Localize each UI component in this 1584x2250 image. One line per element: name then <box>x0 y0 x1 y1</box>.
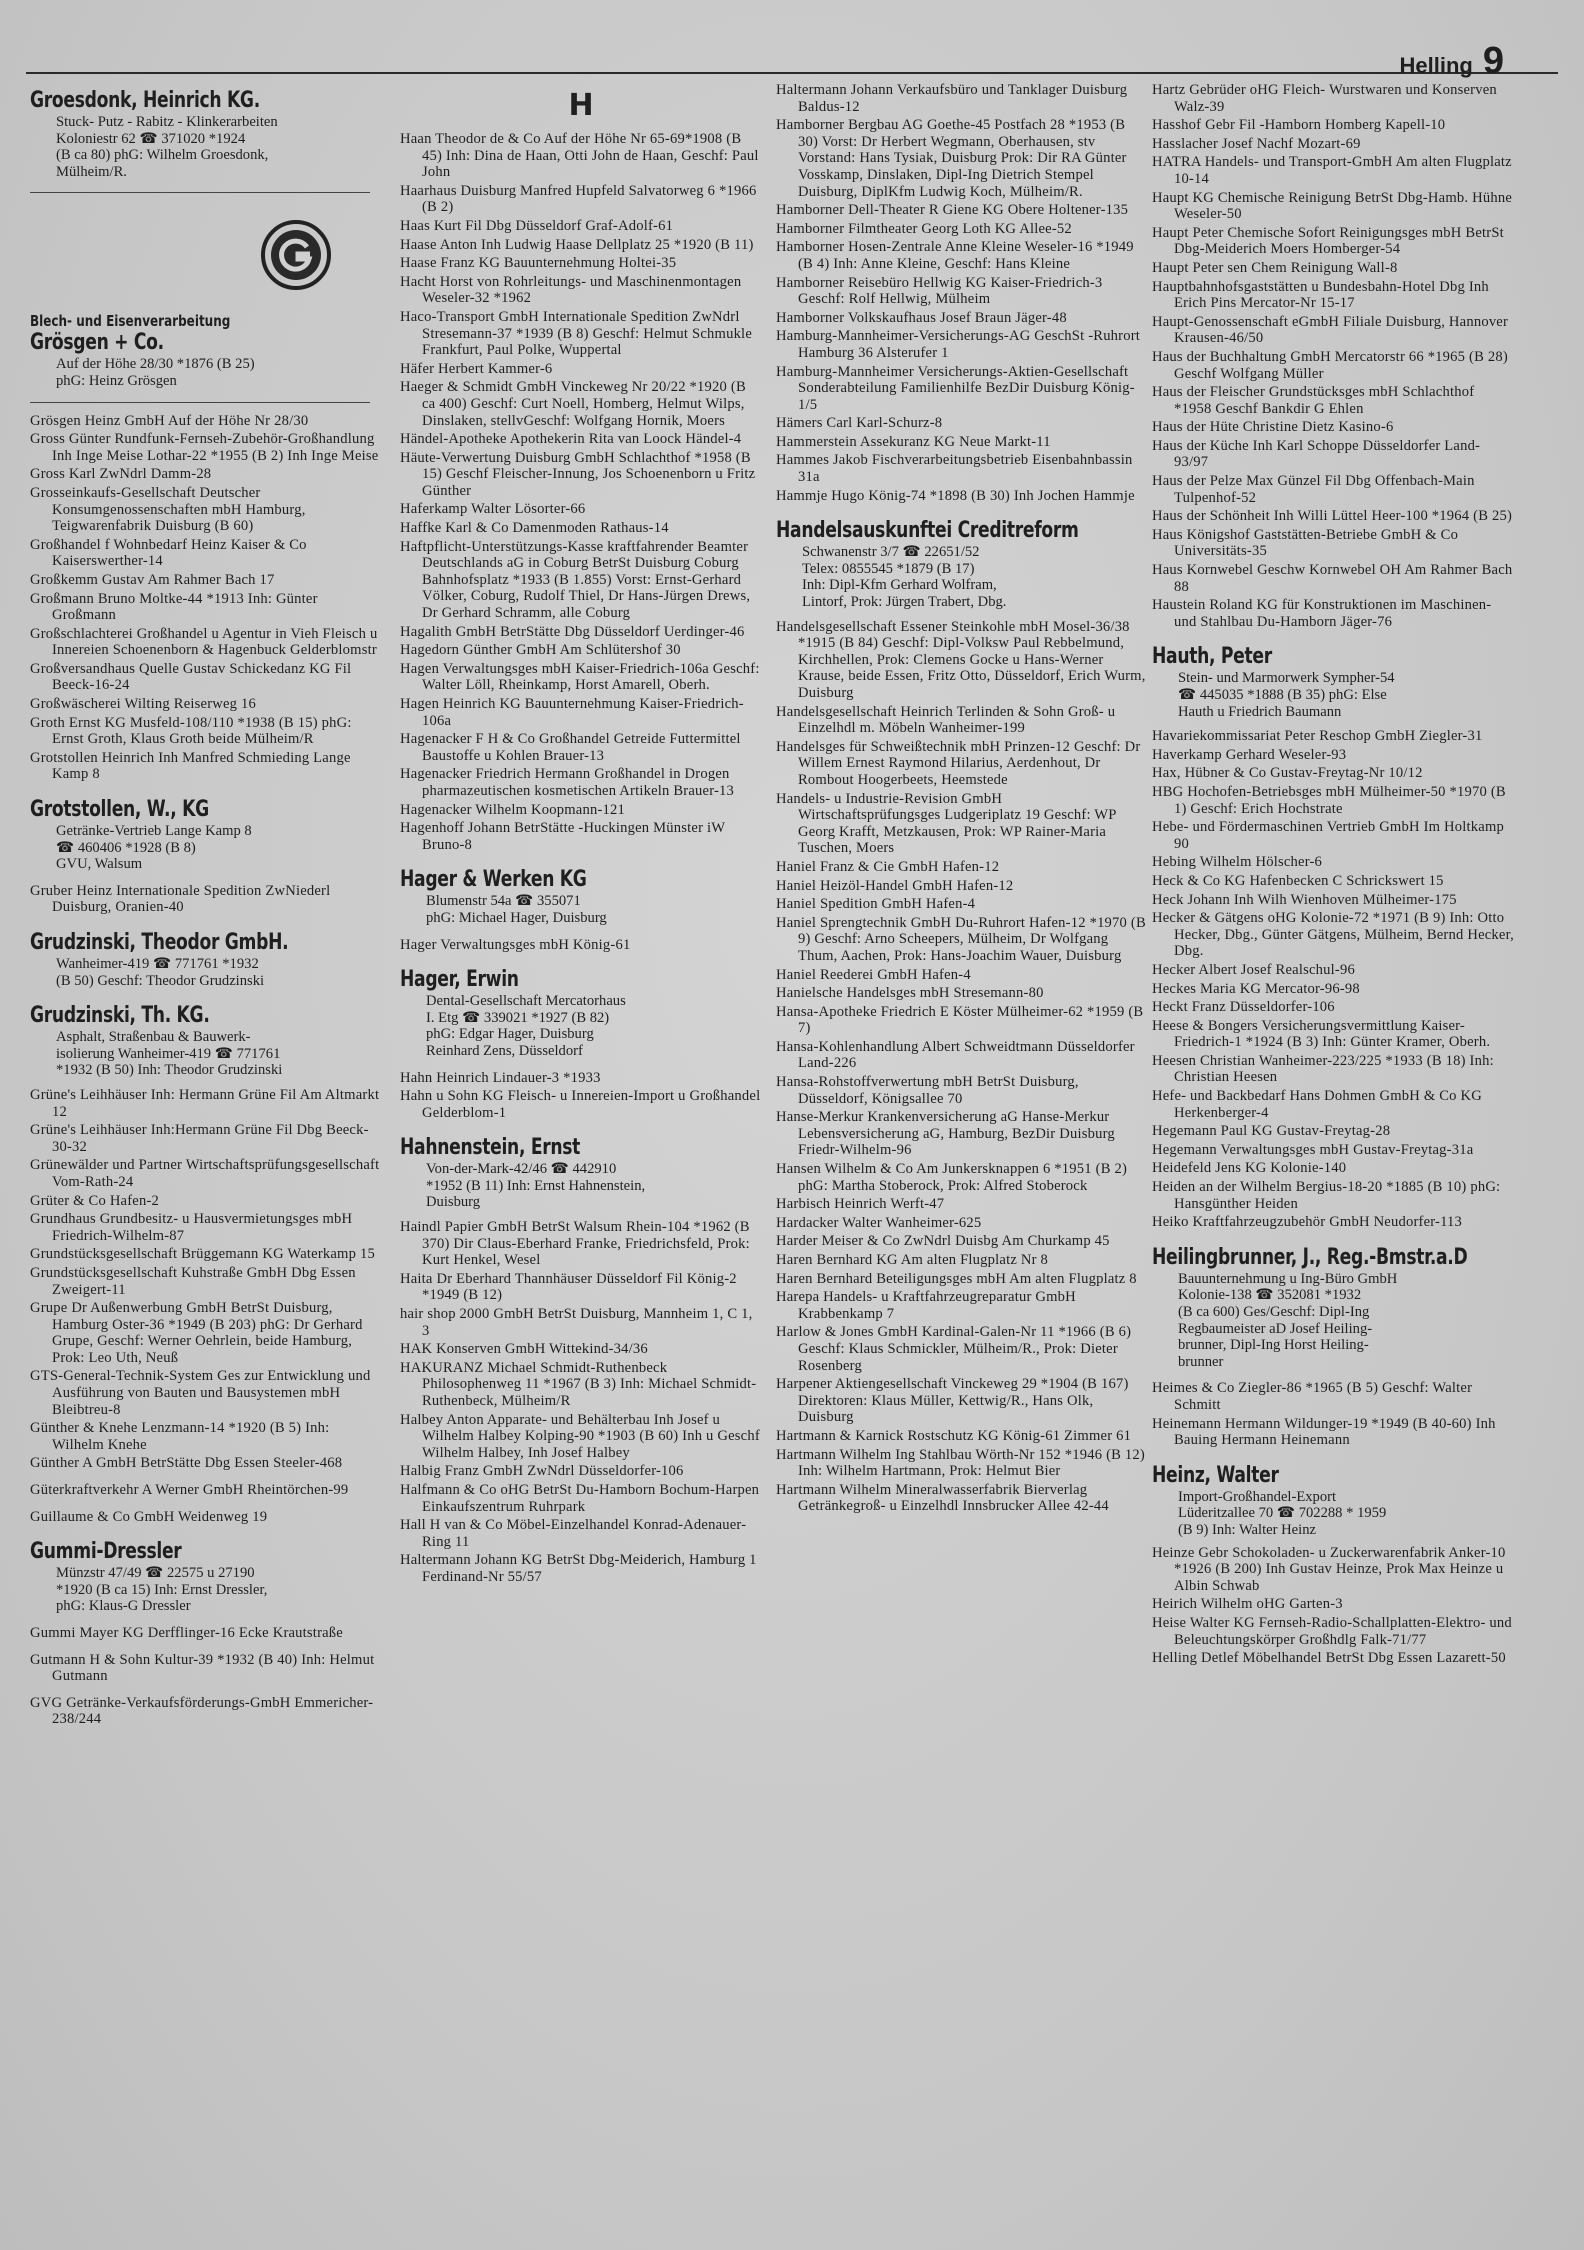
entry: Haffke Karl & Co Damenmoden Rathaus-14 <box>400 520 669 537</box>
entry: Gross Günter Rundfunk-Fernseh-Zubehör-Großhandlung Inh Inge Meise Lothar-22 *1955 (B 2) Inh Inge Meise <box>30 431 379 464</box>
listing-name: Grudzinski, Theodor GmbH. <box>30 930 289 955</box>
listing-name: Grudzinski, Th. KG. <box>30 1003 210 1029</box>
entry: Hartmann Wilhelm Ing Stahlbau Wörth-Nr 152 *1946 (B 12) Inh: Wilhelm Hartmann, Prok: Helmut Bier <box>776 1446 1145 1480</box>
column-4 <box>1152 82 1514 2232</box>
entry: Gruber Heinz Internationale Spedition ZwNiederl Duisburg, Oranien-40 <box>30 882 331 916</box>
entry: HAK Konserven GmbH Wittekind-34/36 <box>400 1341 648 1358</box>
entry: Hammerstein Assekuranz KG Neue Markt-11 <box>776 433 1051 450</box>
listing-line: ☎ 445035 *1888 (B 35) phG: Else <box>1178 687 1387 703</box>
entry: Hagenacker Friedrich Hermann Großhandel in Drogen pharmazeutischen kosmetischen Artikeln Brauer-13 <box>400 766 735 799</box>
entry: Hämers Carl Karl-Schurz-8 <box>776 415 943 432</box>
entry: Groth Ernst KG Musfeld-108/110 *1938 (B 15) phG: Ernst Groth, Klaus Groth beide Mülheim/R <box>30 714 352 748</box>
company-logo-g <box>260 219 332 291</box>
entry: Hamborner Reisebüro Hellwig KG Kaiser-Friedrich-3 Geschf: Rolf Hellwig, Mülheim <box>776 274 1103 308</box>
entry: Haltermann Johann Verkaufsbüro und Tanklager Duisburg Baldus-12 <box>776 82 1128 115</box>
listing-groesgen <box>30 312 380 389</box>
entry: Hansa-Apotheke Friedrich E Köster Mülheimer-62 *1959 (B 7) <box>776 1003 1144 1037</box>
entry: Haupt-Genossenschaft eGmbH Filiale Duisburg, Hannover Krausen-46/50 <box>1152 313 1509 347</box>
listing-line: Telex: 0855545 *1879 (B 17) <box>802 560 975 577</box>
listing-line: Koloniestr 62 ☎ 371020 *1924 <box>56 130 246 147</box>
entry-group <box>776 82 1146 504</box>
listing-line: brunner <box>1178 1353 1224 1370</box>
entry-group <box>400 1219 762 1585</box>
entry: HAKURANZ Michael Schmidt-Ruthenbeck Philosophenweg 11 *1967 (B 3) Inh: Michael Schmidt-Ruthenbeck, Mülheim/R <box>400 1359 757 1409</box>
entry-group <box>1152 1545 1514 1667</box>
entry: Heck & Co KG Hafenbecken C Schrickswert 15 <box>1152 872 1444 889</box>
entry: Heiden an der Wilhelm Bergius-18-20 *1885 (B 10) phG: Hansgünther Heiden <box>1152 1179 1501 1212</box>
entry: Haupt Peter sen Chem Reinigung Wall-8 <box>1152 259 1398 276</box>
entry: Hammes Jakob Fischverarbeitungsbetrieb Eisenbahnbassin 31a <box>776 452 1133 486</box>
listing-line: Wanheimer-419 ☎ 771761 *1932 <box>56 956 259 972</box>
entry: Handelsgesellschaft Essener Steinkohle mbH Mosel-36/38 *1915 (B 84) Geschf: Dipl-Volksw Paul Rebbelmund, Kirchhellen, Prok: Clemens Gocke u Hans-Werner Krause, beide Essen, Fritz Otto, Düsseldorf, Erich Wurm, Duisburg <box>776 618 1146 701</box>
entry: Haustein Roland KG für Konstruktionen im Maschinen- und Stahlbau Du-Hamborn Jäger-76 <box>1152 597 1492 630</box>
divider <box>30 402 370 403</box>
listing-line: Lintorf, Prok: Jürgen Trabert, Dbg. <box>802 594 1007 611</box>
entry-group <box>400 131 762 853</box>
listing-line: Münzstr 47/49 ☎ 22575 u 27190 <box>56 1565 255 1582</box>
entry: Hagalith GmbH BetrStätte Dbg Düsseldorf Uerdinger-46 <box>400 623 745 640</box>
listing-line: phG: Edgar Hager, Duisburg <box>426 1026 594 1043</box>
entry: Hamborner Filmtheater Georg Loth KG Allee-52 <box>776 220 1072 237</box>
listing-name: Heilingbrunner, J., Reg.-Bmstr.a.D <box>1152 1244 1468 1270</box>
entry: Hahn Heinrich Lindauer-3 *1933 <box>400 1069 601 1086</box>
listing-hauth <box>1152 644 1514 720</box>
entry: Haus der Pelze Max Günzel Fil Dbg Offenbach-Main Tulpenhof-52 <box>1152 473 1475 506</box>
entry: Hamborner Dell-Theater R Giene KG Obere Holtener-135 <box>776 202 1129 219</box>
listing-line: Asphalt, Straßenbau & Bauwerk- <box>56 1029 251 1046</box>
entry: Hebing Wilhelm Hölscher-6 <box>1152 854 1323 871</box>
entry: Gross Karl ZwNdrl Damm-28 <box>30 466 212 483</box>
entry: Hacht Horst von Rohrleitungs- und Maschinenmontagen Weseler-32 *1962 <box>400 273 742 307</box>
listing-hager-erwin <box>400 967 762 1059</box>
listing-line: Dental-Gesellschaft Mercatorhaus <box>426 993 626 1010</box>
entry: Hecker Albert Josef Realschul-96 <box>1152 961 1355 978</box>
listing-grudzinski-theodor <box>30 930 380 989</box>
listing-line: Kolonie-138 ☎ 352081 *1932 <box>1178 1287 1362 1304</box>
divider <box>30 192 370 193</box>
listing-name: Gummi-Dressler <box>30 1539 182 1565</box>
entry: Haeger & Schmidt GmbH Vinckeweg Nr 20/22 *1920 (B ca 400) Geschf: Curt Noell, Homberg, Helmut Wilps, Dinslaken, stellvGeschf: Wolfgang Hornik, Moers <box>400 379 746 429</box>
entry: Heirich Wilhelm oHG Garten-3 <box>1152 1596 1343 1613</box>
listing-line: Inh: Dipl-Kfm Gerhard Wolfram, <box>802 577 997 594</box>
entry: Großhandel f Wohnbedarf Heinz Kaiser & Co Kaiserswerther-14 <box>30 536 307 570</box>
listing-line: (B ca 600) Ges/Geschf: Dipl-Ing <box>1178 1304 1370 1320</box>
entry: Haupt KG Chemische Reinigung BetrSt Dbg-Hamb. Hühne Weseler-50 <box>1152 189 1512 223</box>
entry: Haniel Franz & Cie GmbH Hafen-12 <box>776 858 1000 875</box>
entry: Hebe- und Fördermaschinen Vertrieb GmbH Im Holtkamp 90 <box>1152 819 1504 852</box>
entry: Haus der Hüte Christine Dietz Kasino-6 <box>1152 419 1394 436</box>
column-2 <box>400 82 762 2232</box>
listing-line: isolierung Wanheimer-419 ☎ 771761 <box>56 1045 281 1062</box>
entry: Grupe Dr Außenwerbung GmbH BetrSt Duisburg, Hamburg Oster-36 *1949 (B 203) phG: Dr Gerhard Grupe, Geschf: Werner Oehrlein, beide Hamburg, Prok: Leo Uth, Neuß <box>30 1300 363 1366</box>
entry: Großwäscherei Wilting Reiserweg 16 <box>30 696 257 713</box>
listing-line: Duisburg <box>426 1194 481 1211</box>
entry: Hanielsche Handelsges mbH Stresemann-80 <box>776 985 1044 1002</box>
section-letter: H <box>568 88 594 123</box>
listing-line: phG: Klaus-G Dressler <box>56 1598 191 1615</box>
listing-hager-werken <box>400 867 762 926</box>
listing-line: *1932 (B 50) Inh: Theodor Grudzinski <box>56 1062 283 1079</box>
listing-heilingbrunner <box>1152 1245 1514 1371</box>
entry: Haita Dr Eberhard Thannhäuser Düsseldorf Fil König-2 *1949 (B 12) <box>400 1270 737 1304</box>
listing-line: Lüderitzallee 70 ☎ 702288 * 1959 <box>1178 1505 1387 1522</box>
entry-group <box>30 1087 380 1472</box>
entry: Hasslacher Josef Nachf Mozart-69 <box>1152 135 1361 152</box>
entry: Haarhaus Duisburg Manfred Hupfeld Salvatorweg 6 *1966 (B 2) <box>400 182 757 216</box>
entry: Heckes Maria KG Mercator-96-98 <box>1152 980 1360 997</box>
category-label: Blech- und Eisenverarbeitung <box>30 312 231 331</box>
entry: Hartmann Wilhelm Mineralwasserfabrik Bierverlag Getränkegroß- u Einzelhdl Innsbrucker Allee 42-44 <box>776 1481 1109 1515</box>
entry: Haniel Heizöl-Handel GmbH Hafen-12 <box>776 877 1014 894</box>
entry: Grundstücksgesellschaft Kuhstraße GmbH Dbg Essen Zweigert-11 <box>30 1264 356 1298</box>
entry: Hager Verwaltungsges mbH König-61 <box>400 936 631 953</box>
entry: Hegemann Verwaltungsges mbH Gustav-Freytag-31a <box>1152 1141 1474 1158</box>
listing-line: Schwanenstr 3/7 ☎ 22651/52 <box>802 544 980 561</box>
listing-grudzinski-th <box>30 1003 380 1079</box>
listing-line: GVU, Walsum <box>56 856 143 873</box>
listing-line: Bauunternehmung u Ing-Büro GmbH <box>1178 1270 1398 1287</box>
listing-gummi-dressler <box>30 1539 380 1615</box>
entry: Heck Johann Inh Wilh Wienhoven Mülheimer-175 <box>1152 891 1457 908</box>
entry: Haupt Peter Chemische Sofort Reinigungsges mbH BetrSt Dbg-Meiderich Moers Homberger-54 <box>1152 224 1504 258</box>
entry: Haftpflicht-Unterstützungs-Kasse kraftfahrender Beamter Deutschlands aG in Coburg BetrSt Duisburg Coburg Bahnhofsplatz *1933 (B 1.855) Vorst: Ernst-Gerhard Völker, Coburg, Rudolf Thiel, Dr Hans-Jürgen Drews, Dr Gerhard Schramm, alle Coburg <box>400 538 751 622</box>
listing-line: *1920 (B ca 15) Inh: Ernst Dressler, <box>56 1581 268 1598</box>
listing-line: phG: Heinz Grösgen <box>56 372 177 389</box>
entry: Grundhaus Grundbesitz- u Hausvermietungsges mbH Friedrich-Wilhelm-87 <box>30 1211 353 1244</box>
entry: Heise Walter KG Fernseh-Radio-Schallplatten-Elektro- und Beleuchtungskörper Großhdlg Falk-71/77 <box>1152 1614 1512 1648</box>
entry: Hamborner Hosen-Zentrale Anne Kleine Weseler-16 *1949 (B 4) Inh: Anne Kleine, Geschf: Hans Kleine <box>776 239 1134 272</box>
listing-name: Grösgen + Co. <box>30 330 164 356</box>
listing-line: Reinhard Zens, Düsseldorf <box>426 1042 583 1059</box>
entry: Handelsgesellschaft Heinrich Terlinden & Sohn Groß- u Einzelhdl m. Möbeln Wanheimer-199 <box>776 703 1116 737</box>
entry: Grotstollen Heinrich Inh Manfred Schmieding Lange Kamp 8 <box>30 749 351 783</box>
entry: Häfer Herbert Kammer-6 <box>400 360 553 377</box>
entry: GVG Getränke-Verkaufsförderungs-GmbH Emmericher-238/244 <box>30 1694 374 1728</box>
listing-heinz <box>1152 1463 1514 1539</box>
entry: Harbisch Heinrich Werft-47 <box>776 1196 945 1213</box>
entry: Händel-Apotheke Apothekerin Rita van Loock Händel-4 <box>400 431 742 448</box>
listing-hahnenstein <box>400 1135 762 1211</box>
column-3 <box>776 82 1146 2232</box>
entry: Haus Kornwebel Geschw Kornwebel OH Am Rahmer Bach 88 <box>1152 562 1513 595</box>
listing-line: Hauth u Friedrich Baumann <box>1178 703 1342 720</box>
listing-line: Stuck- Putz - Rabitz - Klinkerarbeiten <box>56 114 278 130</box>
listing-line: I. Etg ☎ 339021 *1927 (B 82) <box>426 1009 610 1026</box>
entry: Haus der Küche Inh Karl Schoppe Düsseldorfer Land-93/97 <box>1152 437 1481 471</box>
listing-name: Grotstollen, W., KG <box>30 797 209 823</box>
entry: Hamborner Volkskaufhaus Josef Braun Jäger-48 <box>776 309 1067 326</box>
entry-group <box>1152 82 1514 630</box>
listing-line: (B 9) Inh: Walter Heinz <box>1178 1521 1316 1538</box>
entry: Heese & Bongers Versicherungsvermittlung Kaiser-Friedrich-1 *1924 (B 3) Inh: Günter Kramer, Oberh. <box>1152 1017 1491 1051</box>
entry: Hagen Verwaltungsges mbH Kaiser-Friedrich-106a Geschf: Walter Löll, Rheinkamp, Horst Amarell, Oberh. <box>400 660 760 694</box>
entry: Hagenacker Wilhelm Koopmann-121 <box>400 801 625 818</box>
entry: Haase Franz KG Bauunternehmung Holtei-35 <box>400 255 677 272</box>
entry: Heiko Kraftfahrzeugzubehör GmbH Neudorfer-113 <box>1152 1214 1463 1231</box>
entry: Halbig Franz GmbH ZwNdrl Düsseldorfer-106 <box>400 1463 684 1480</box>
entry: Harlow & Jones GmbH Kardinal-Galen-Nr 11 *1966 (B 6) Geschf: Klaus Schmickler, Mülheim/R., Prok: Dieter Rosenberg <box>776 1324 1132 1374</box>
entry: Günther A GmbH BetrStätte Dbg Essen Steeler-468 <box>30 1455 343 1472</box>
entry: Haase Anton Inh Ludwig Haase Dellplatz 25 *1920 (B 11) <box>400 236 754 253</box>
entry: Harpener Aktiengesellschaft Vinckeweg 29 *1904 (B 167) Direktoren: Klaus Müller, Kettwig/R., Hans Olk, Duisburg <box>776 1376 1129 1426</box>
entry: Heinze Gebr Schokoladen- u Zuckerwarenfabrik Anker-10 *1926 (B 200) Inh Gustav Heinze, Prok Max Heinze u Albin Schwab <box>1152 1544 1506 1594</box>
entry: Haus der Fleischer Grundstücksges mbH Schlachthof *1958 Geschf Bankdir G Ehlen <box>1152 384 1475 417</box>
listing-name: Groesdonk, Heinrich KG. <box>30 88 260 113</box>
listing-line: brunner, Dipl-Ing Horst Heiling- <box>1178 1337 1369 1354</box>
entry: Halfmann & Co oHG BetrSt Du-Hamborn Bochum-Harpen Einkaufszentrum Ruhrpark <box>400 1481 760 1515</box>
entry: Grüter & Co Hafen-2 <box>30 1192 160 1209</box>
entry: Grüne's Leihhäuser Inh: Hermann Grüne Fil Am Altmarkt 12 <box>30 1086 380 1120</box>
entry: Hagenacker F H & Co Großhandel Getreide Futtermittel Baustoffe u Kohlen Brauer-13 <box>400 731 741 764</box>
entry: Großversandhaus Quelle Gustav Schickedanz KG Fil Beeck-16-24 <box>30 660 352 694</box>
entry: Güterkraftverkehr A Werner GmbH Rheintörchen-99 <box>30 1482 349 1499</box>
entry: Hegemann Paul KG Gustav-Freytag-28 <box>1152 1123 1391 1140</box>
entry: Haindl Papier GmbH BetrSt Walsum Rhein-104 *1962 (B 370) Dir Claus-Eberhard Franke, Friedrichsfeld, Prok: Kurt Henkel, Wesel <box>400 1219 750 1269</box>
entry: Harder Meiser & Co ZwNdrl Duisbg Am Churkamp 45 <box>776 1233 1110 1250</box>
listing-line: Stein- und Marmorwerk Sympher-54 <box>1178 670 1395 687</box>
listing-line: Import-Großhandel-Export <box>1178 1488 1337 1505</box>
entry: Heesen Christian Wanheimer-223/225 *1933 (B 18) Inh: Christian Heesen <box>1152 1052 1494 1086</box>
entry: Haniel Sprengtechnik GmbH Du-Ruhrort Hafen-12 *1970 (B 9) Geschf: Arno Scheepers, Mülheim, Dr Wolfgang Thum, Aachen, Prok: Hans-Joachim Wauer, Duisburg <box>776 914 1146 964</box>
entry: Häute-Verwertung Duisburg GmbH Schlachthof *1958 (B 15) Geschf Fleischer-Innung, Jos Schoenenborn u Fritz Günther <box>400 449 756 499</box>
listing-line: Getränke-Vertrieb Lange Kamp 8 <box>56 823 252 840</box>
entry: Guillaume & Co GmbH Weidenweg 19 <box>30 1508 268 1525</box>
entry: Handels- u Industrie-Revision GmbH Wirtschaftsprüfungsges Ludgeriplatz 19 Geschf: WP Georg Krafft, Metzkausen, Prok: WP Rainer-Maria Tuschen, Moers <box>776 790 1117 857</box>
entry: Helling Detlef Möbelhandel BetrSt Dbg Essen Lazarett-50 <box>1152 1650 1506 1667</box>
entry: Hauptbahnhofsgaststätten u Bundesbahn-Hotel Dbg Inh Erich Pins Mercator-Nr 15-17 <box>1152 278 1489 312</box>
entry: Grundstücksgesellschaft Brüggemann KG Waterkamp 15 <box>30 1246 375 1263</box>
entry: Günther & Knehe Lenzmann-14 *1920 (B 5) Inh: Wilhelm Knehe <box>30 1420 330 1453</box>
listing-line: ☎ 460406 *1928 (B 8) <box>56 839 196 856</box>
entry: Haren Bernhard KG Am alten Flugplatz Nr 8 <box>776 1252 1049 1268</box>
entry: Großkemm Gustav Am Rahmer Bach 17 <box>30 571 275 588</box>
entry: Hardacker Walter Wanheimer-625 <box>776 1214 982 1231</box>
listing-line: phG: Michael Hager, Duisburg <box>426 909 607 926</box>
entry: Grünewälder und Partner Wirtschaftsprüfungsgesellschaft Vom-Rath-24 <box>30 1157 380 1190</box>
listing-name: Hager, Erwin <box>400 967 519 993</box>
entry: Haren Bernhard Beteiligungsges mbH Am alten Flugplatz 8 <box>776 1270 1137 1287</box>
entry-group <box>776 619 1146 1515</box>
entry: Haas Kurt Fil Dbg Düsseldorf Graf-Adolf-61 <box>400 217 674 234</box>
entry: Hall H van & Co Möbel-Einzelhandel Konrad-Adenauer-Ring 11 <box>400 1517 747 1550</box>
entry: Hanse-Merkur Krankenversicherung aG Hanse-Merkur Lebensversicherung aG, Hamburg, BezDir Duisburg Friedr-Wilhelm-96 <box>776 1109 1115 1159</box>
listing-line: Von-der-Mark-42/46 ☎ 442910 <box>426 1161 617 1178</box>
listing-groesdonk <box>30 88 380 180</box>
entry: Hagenhoff Johann BetrStätte -Huckingen Münster iW Bruno-8 <box>400 820 725 853</box>
listing-line: (B 50) Geschf: Theodor Grudzinski <box>56 972 265 989</box>
running-head: Helling <box>1399 53 1473 78</box>
entry: Gummi Mayer KG Derfflinger-16 Ecke Krautstraße <box>30 1625 343 1641</box>
entry: Hecker & Gätgens oHG Kolonie-72 *1971 (B 9) Inh: Otto Hecker, Dbg., Günter Gätgens, Mülheim, Bernd Hecker, Dbg. <box>1152 910 1514 960</box>
entry: Heidefeld Jens KG Kolonie-140 <box>1152 1160 1347 1177</box>
entry: Grösgen Heinz GmbH Auf der Höhe Nr 28/30 <box>30 412 309 429</box>
entry: Hagen Heinrich KG Bauunternehmung Kaiser-Friedrich-106a <box>400 696 744 729</box>
listing-grotstollen <box>30 797 380 873</box>
page-header <box>1400 40 1504 83</box>
entry: Haniel Reederei GmbH Hafen-4 <box>776 966 971 983</box>
entry: Hamburg-Mannheimer-Versicherungs-AG GeschSt -Ruhrort Hamburg 36 Alsterufer 1 <box>776 328 1141 361</box>
listing-line: *1952 (B 11) Inh: Ernst Hahnenstein, <box>426 1177 646 1194</box>
entry: Hamborner Bergbau AG Goethe-45 Postfach 28 *1953 (B 30) Vorst: Dr Herbert Wegmann, Oberhausen, stv Vorstand: Hans Tysiak, Duisburg Prok: Dir RA Günter Vosskamp, Dinslaken, Dipl-Ing Dietrich Stempel Duisburg, DiplKfm Ludwig Koch, Mülheim/R. <box>776 117 1127 200</box>
entry: Haferkamp Walter Lösorter-66 <box>400 501 586 518</box>
entry: Haus der Schönheit Inh Willi Lüttel Heer-100 *1964 (B 25) <box>1152 508 1513 525</box>
entry: Haverkamp Gerhard Weseler-93 <box>1152 746 1347 763</box>
entry: Hammje Hugo König-74 *1898 (B 30) Inh Jochen Hammje <box>776 487 1135 504</box>
entry-group <box>30 413 380 783</box>
column-1 <box>30 82 380 2232</box>
entry: Heimes & Co Ziegler-86 *1965 (B 5) Geschf: Walter Schmitt <box>1152 1380 1473 1413</box>
listing-line: Mülheim/R. <box>56 163 127 180</box>
entry-group <box>1152 728 1514 1231</box>
listing-name: Hauth, Peter <box>1152 644 1272 670</box>
entry: Hasshof Gebr Fil -Hamborn Homberg Kapell-10 <box>1152 117 1446 134</box>
entry: Havariekommissariat Peter Reschop GmbH Ziegler-31 <box>1152 728 1483 745</box>
listing-line: Auf der Höhe 28/30 *1876 (B 25) <box>56 356 255 373</box>
entry: Haan Theodor de & Co Auf der Höhe Nr 65-69*1908 (B 45) Inh: Dina de Haan, Otti John de Haan, Geschf: Paul John <box>400 131 759 181</box>
listing-creditreform <box>776 518 1146 610</box>
entry: Hax, Hübner & Co Gustav-Freytag-Nr 10/12 <box>1152 765 1423 782</box>
page-number: 9 <box>1482 40 1504 82</box>
listing-name: Hager & Werken KG <box>400 867 587 893</box>
entry: Grosseinkaufs-Gesellschaft Deutscher Konsumgenossenschaften mbH Hamburg, Teigwarenfabrik Duisburg (B 60) <box>30 484 306 535</box>
entry: Grüne's Leihhäuser Inh:Hermann Grüne Fil Dbg Beeck-30-32 <box>30 1122 369 1155</box>
entry: Hartmann & Karnick Rostschutz KG König-61 Zimmer 61 <box>776 1427 1132 1444</box>
entry: Handelsges für Schweißtechnik mbH Prinzen-12 Geschf: Dr Willem Ernest Raymond Hilarius, Aerdenhout, Dr Rombout Hoogerbeets, Heemstede <box>776 738 1141 788</box>
entry: Großmann Bruno Moltke-44 *1913 Inh: Günter Großmann <box>30 590 318 624</box>
entry: Haco-Transport GmbH Internationale Spedition ZwNdrl Stresemann-37 *1939 (B 8) Geschf: Helmut Schmukle Frankfurt, Paul Polke, Wuppertal <box>400 308 752 359</box>
listing-name: Heinz, Walter <box>1152 1462 1279 1488</box>
entry: Haus Königshof Gaststätten-Betriebe GmbH & Co Universitäts-35 <box>1152 526 1459 560</box>
entry: Hartz Gebrüder oHG Fleich- Wurstwaren und Konserven Walz-39 <box>1152 82 1497 115</box>
listing-name: Hahnenstein, Ernst <box>400 1135 581 1161</box>
entry: Haus der Buchhaltung GmbH Mercatorstr 66 *1965 (B 28) Geschf Wolfgang Müller <box>1152 348 1508 382</box>
entry: GTS-General-Technik-System Ges zur Entwicklung und Ausführung von Bauten und Bausystemen mbH Bleibtreu-8 <box>30 1368 371 1418</box>
entry: Hansa-Kohlenhandlung Albert Schweidtmann Düsseldorfer Land-226 <box>776 1038 1135 1072</box>
entry: HBG Hochofen-Betriebsges mbH Mülheimer-50 *1970 (B 1) Geschf: Erich Hochstrate <box>1152 783 1506 817</box>
entry: Harepa Handels- u Kraftfahrzeugreparatur GmbH Krabbenkamp 7 <box>776 1289 1076 1322</box>
header-rule <box>26 72 1558 74</box>
entry: Hansa-Rohstoffverwertung mbH BetrSt Duisburg, Düsseldorf, Königsallee 70 <box>776 1074 1079 1107</box>
entry: Hagedorn Günther GmbH Am Schlütershof 30 <box>400 642 681 659</box>
entry: Hansen Wilhelm & Co Am Junkersknappen 6 *1951 (B 2) phG: Martha Stoberock, Prok: Alfred Stoberock <box>776 1161 1128 1194</box>
entry: Großschlachterei Großhandel u Agentur in Vieh Fleisch u Innereien Schoenenborn & Hagenbuck Gelderblomstr <box>30 625 378 659</box>
entry: Haniel Spedition GmbH Hafen-4 <box>776 896 976 913</box>
entry: Hefe- und Backbedarf Hans Dohmen GmbH & Co KG Herkenberger-4 <box>1152 1088 1482 1121</box>
listing-line: Blumenstr 54a ☎ 355071 <box>426 893 581 910</box>
listing-line: (B ca 80) phG: Wilhelm Groesdonk, <box>56 147 269 164</box>
listing-name: Handelsauskunftei Creditreform <box>776 518 1079 544</box>
entry: Heinemann Hermann Wildunger-19 *1949 (B 40-60) Inh Bauing Hermann Heinemann <box>1152 1415 1496 1449</box>
listing-line: Regbaumeister aD Josef Heiling- <box>1178 1320 1373 1337</box>
entry: Heckt Franz Düsseldorfer-106 <box>1152 999 1335 1016</box>
entry: hair shop 2000 GmbH BetrSt Duisburg, Mannheim 1, C 1, 3 <box>400 1306 753 1339</box>
entry: HATRA Handels- und Transport-GmbH Am alten Flugplatz 10-14 <box>1152 154 1512 187</box>
entry: Halbey Anton Apparate- und Behälterbau Inh Josef u Wilhelm Halbey Kolping-90 *1903 (B 60) Inh u Geschf Wilhelm Halbey, Inh Josef Halbey <box>400 1411 760 1461</box>
entry: Hahn u Sohn KG Fleisch- u Innereien-Import u Großhandel Gelderblom-1 <box>400 1088 761 1121</box>
entry: Hamburg-Mannheimer Versicherungs-Aktien-Gesellschaft Sonderabteilung Familienhilfe BezDir Duisburg König-1/5 <box>776 363 1135 413</box>
entry: Gutmann H & Sohn Kultur-39 *1932 (B 40) Inh: Helmut Gutmann <box>30 1651 375 1685</box>
entry: Haltermann Johann KG BetrSt Dbg-Meiderich, Hamburg 1 Ferdinand-Nr 55/57 <box>400 1552 757 1585</box>
